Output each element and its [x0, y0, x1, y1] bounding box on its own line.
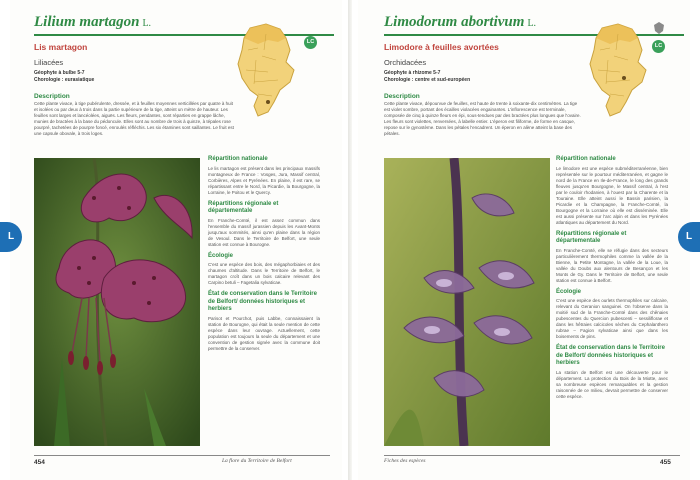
- common-name: Limodore à feuilles avortées: [384, 42, 499, 52]
- species-author: L.: [527, 18, 537, 29]
- common-name: Lis martagon: [34, 42, 88, 52]
- description-text: Cette plante vivace, à tige pubérulente, dressée, et à feuilles moyennes verticillées par quatre à huit et isolées ou par deux à trois dans la partie supérieure de la tige, atteint un mètre de hauteur. Les feuilles sont larges et lancéolées, aiguës. Les fleurs, pendantes, sont réparties en grappe lâche, munies de bractées à la base du pédoncule. Elles sont au nombre de trois à quinze, à tépales rose pourpré, tachetées de pourpre foncé, enroulés réfléchis. Les six étamines sont saillantes. Le fruit est une capsule obovale, à trois loges.: [34, 101, 234, 136]
- section-heading: Répartitions régionale et départementale: [208, 200, 279, 214]
- section-heading: Écologie: [556, 288, 582, 295]
- section-heading: Répartitions régionale et départementale: [556, 230, 627, 244]
- section-text: C'est une espèce des bois, des mégaphorbiaies et des chaumes d'altitude. Dans le Territoire de Belfort, le martagon croît dans un bois calcaire relevant des Carpino betuli – Fagetalia sylvaticae.: [208, 262, 320, 285]
- footer-rule: [384, 455, 680, 456]
- biology-info: [34, 70, 94, 84]
- section-text: Le limodore est une espèce subméditerranéenne, bien représentée sur le pourtour méditerranéen, et gagne le nord de la France en Ile-de-France, le long des grands fleuves jusqu'en Bourgogne, le Massif central, à l'est par le couloir rhodanien, à l'ouest par la Charente et la Touraine. Elle atteint aussi le Bassin parisien, la Picardie et la Champagne, la Franche-Comté, la Bourgogne et la Lorraine où elle est disséminée. Elle est aussi présente sur l'arc alpin et dans les Pyrénées atlantiques au département du Nord.: [556, 165, 668, 225]
- section-text: En Franche-Comté, elle se réfugie dans des secteurs particulièrement thermophiles comme la vallée de la Bienne, la Petite Montagne, la vallée de la Loue, la vallée du Doubs aux alentours de Besançon et les Monts de Gy. Dans le Territoire de Belfort, une seule station est connue à Belfort.: [556, 247, 668, 283]
- letter-index-tab-right[interactable]: L: [678, 222, 700, 252]
- description-heading: Description: [384, 93, 420, 100]
- page-number: 455: [660, 459, 671, 466]
- section-heading: État de conservation dans le Territoire de Belfort/ données historiques et herbiers: [208, 291, 317, 312]
- iucn-status-badge: LC: [652, 40, 665, 53]
- species-title: [34, 14, 151, 31]
- left-page: [10, 0, 342, 480]
- map-station-dot: [266, 100, 270, 104]
- geophyte-type: Géophyte à bulbe 5-7: [34, 70, 85, 76]
- section-heading: Écologie: [208, 252, 234, 259]
- species-photo: [34, 158, 200, 446]
- book-gutter: [348, 0, 352, 480]
- section-text: Parisot et Pourchot, puis Labbe, connaissaient la station de Bourogne, qui était la seule mention de cette espèce dans leur ouvrage. Actuellement, cette population est toujours la seule du département et une convention de gestion signée avec la commune doit permettre de la conserver.: [208, 315, 320, 351]
- letter-index-tab-left[interactable]: L: [0, 222, 22, 252]
- distribution-map: [580, 20, 660, 120]
- species-photo: [384, 158, 550, 446]
- description-heading: Description: [34, 93, 70, 100]
- species-author: L.: [142, 18, 152, 29]
- section-heading: Répartition nationale: [208, 156, 268, 162]
- species-latin-name: Limodorum abortivum: [384, 14, 525, 30]
- species-latin-name: Lilium martagon: [34, 14, 140, 30]
- running-footer: La flore du Territoire de Belfort: [222, 458, 292, 464]
- section-text: En Franche-Comté, il est assez commun dans l'ensemble du massif jurassien depuis les Avant-Monts jusqu'aux sommités, ainsi qu'en plaine dans la région de Vesoul. Dans le Territoire de Belfort, une seule station est connue à Bourogne.: [208, 217, 320, 247]
- section-heading: État de conservation dans le Territoire de Belfort/ données historiques et herbiers: [556, 345, 665, 366]
- page-number: 454: [34, 459, 45, 466]
- running-footer: Fiches des espèces: [384, 458, 426, 464]
- section-text: Le lis martagon est présent dans les principaux massifs montagneux de France : Vosges, Jura, Massif central, Corbières, Alpes et Pyrénées. En plaine, il est rare, se répartissant entre le Nord, la Picardie, la Bourgogne, la Lorraine, le Poitou et le Quercy.: [208, 165, 320, 195]
- chorology: Chorologie : centre et sud-européen: [384, 77, 471, 83]
- species-title: [384, 14, 536, 31]
- section-heading: Répartition nationale: [556, 156, 616, 162]
- map-station-dot: [622, 76, 626, 80]
- chorology: Chorologie : eurasiatique: [34, 77, 95, 83]
- protected-species-icon: [654, 22, 664, 34]
- family-name: Orchidacées: [384, 58, 427, 67]
- species-sections: [208, 156, 320, 357]
- distribution-map: [228, 20, 308, 120]
- geophyte-type: Géophyte à rhizome 5-7: [384, 70, 441, 76]
- iucn-status-badge: LC: [304, 36, 317, 49]
- footer-rule: [34, 455, 330, 456]
- family-name: Liliacées: [34, 58, 64, 67]
- section-text: La station de Belfort est une découverte pour le département. La protection du Bois de la Miotte, avec sa nombreuse espèces remarquables et la gestion raisonnée de ce milieu, devrait permettre de conserver cette espèce.: [556, 369, 668, 399]
- biology-info: [384, 70, 470, 84]
- description-text: Cette plante vivace, dépourvue de feuilles, est haute de trente à soixante-dix centimètres. La tige est violet sombre, portant des écailles violacées engainantes. L'inflorescence est terminale, composée de cinq à quinze fleurs en épi, sous-tendues par des bractées plus longues que l'ovaire. Les fleurs sont violettes, renversées, à labelle entier. L'éperon est filiforme, de forme en casque, repose sur le gynostème. Dans les pétales l'encadrent. Un éperon en alène atteint la base des pétales.: [384, 101, 581, 136]
- section-text: C'est une espèce des ourlets thermophiles sur calcaire, relevant du Geranion sanguinei. On l'observe dans la moitié sud de la Franche-Comté dans des chênaies pubescentes du Quercion pubescenti – sessiliflorae et dans les hêtraies calcicoles sèches du Cephalanthero rubrae – Fagion sylvaticae ainsi que dans les boisements de pins.: [556, 298, 668, 339]
- species-sections: [556, 156, 668, 405]
- right-page: [358, 0, 690, 480]
